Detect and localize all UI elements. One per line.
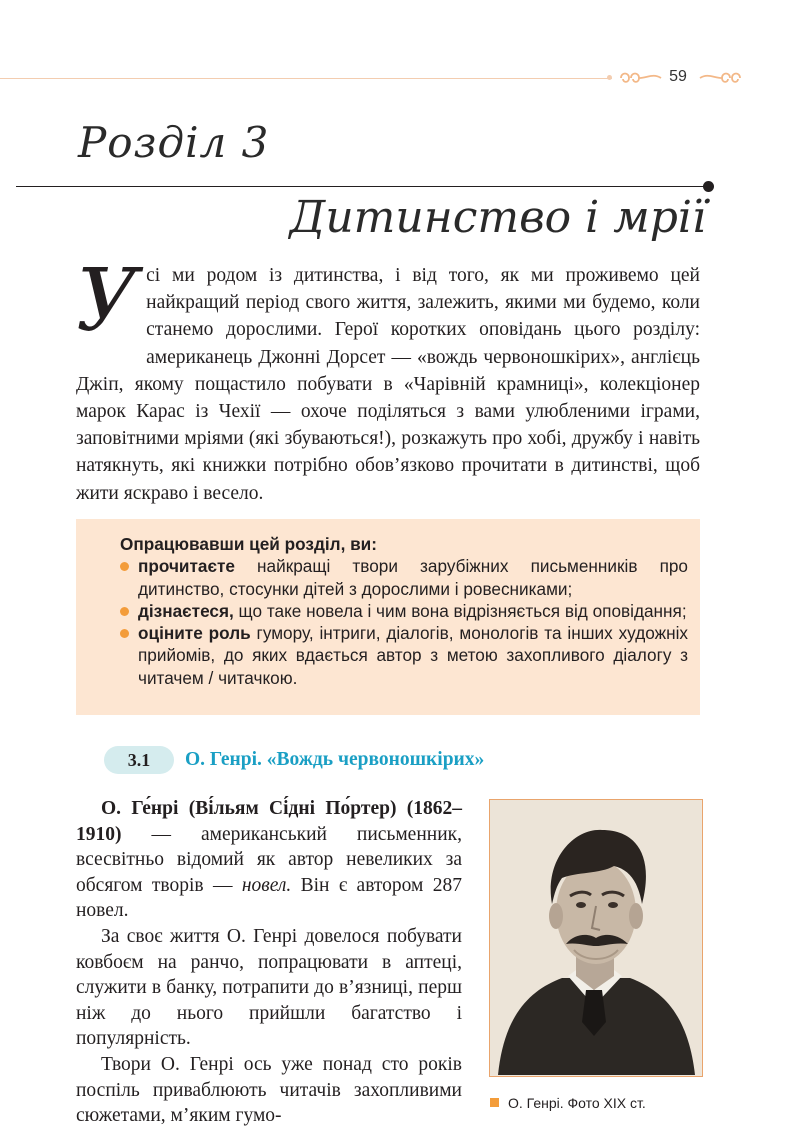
photo-caption bbox=[490, 1095, 646, 1111]
header-rule-dot bbox=[607, 75, 612, 80]
drop-cap: У bbox=[76, 251, 139, 351]
goals-item-text: що таке новела і чим вона відрізняється від оповідання; bbox=[233, 600, 687, 621]
bio-italic-term: новел. bbox=[241, 874, 292, 896]
left-ornament-icon bbox=[617, 69, 663, 87]
header-rule bbox=[0, 78, 612, 79]
chapter-rule bbox=[16, 186, 708, 187]
goals-item-bold: оціните роль bbox=[138, 623, 251, 644]
chapter-rule-dot bbox=[703, 181, 714, 192]
goals-item-bold: дізнаєтеся, bbox=[138, 600, 234, 621]
author-portrait-photo bbox=[489, 799, 703, 1077]
bio-text: — американський письменник, всесвітньо відомий як автор невеликих за обсягом творів — bbox=[76, 823, 462, 896]
bio-paragraph bbox=[76, 796, 462, 924]
caption-bullet-icon bbox=[490, 1098, 499, 1107]
author-name: О. Ге́нрі (Ві́льям Сі́дні По́ртер) (1862–1910) bbox=[76, 798, 462, 845]
goals-item-text: найкращі твори зарубіжних письменників про дитинство, стосунки дітей з дорослими і ровесниками; bbox=[138, 556, 688, 599]
goals-item bbox=[120, 622, 688, 689]
chapter-goals-box bbox=[76, 519, 700, 715]
goals-item-text: гумору, інтриги, діалогів, монологів та інших художніх прийомів, до яких вдається автор з метою захопливого діалогу з читачем / читачкою. bbox=[138, 623, 688, 688]
portrait-illustration bbox=[490, 800, 701, 1075]
chapter-label: Розділ 3 bbox=[78, 118, 270, 167]
page-number: 59 bbox=[669, 68, 687, 85]
section-title: О. Генрі. «Вождь червоношкірих» bbox=[185, 749, 485, 770]
chapter-title: Дитинство і мрії bbox=[289, 192, 706, 243]
bio-text-end: Він є автором 287 новел. bbox=[76, 874, 462, 922]
intro-text: сі ми родом із дитинства, і від того, як ми проживемо цей найкращий період свого життя, залежить, якими ми будемо, коли станемо дорослими. Герої коротких оповідань цього розділу: американець Джонні Дорсет — «вождь червоношкірих», англієць Джіп, якому пощастило побувати в «Чарівній крамниці», колекціонер марок Карас із Чехії — охоче поділяться з вами улюбленими іграми, заповітними мріями (які збуваються!), розкажуть про хобі, дружбу і навіть натякнуть, які книжки потрібно обов’язково прочитати в дитинстві, щоб жити яскраво і весело. bbox=[76, 265, 700, 504]
goals-list bbox=[120, 555, 688, 689]
author-bio bbox=[76, 796, 462, 1129]
goals-item-bold: прочитаєте bbox=[138, 556, 235, 577]
bio-paragraph: Твори О. Генрі ось уже понад сто років поспіль приваблюють читачів захопливими сюжетами, м’яким гумо- bbox=[76, 1053, 462, 1127]
right-ornament-icon bbox=[698, 69, 744, 87]
caption-text: О. Генрі. Фото XIX ст. bbox=[508, 1095, 646, 1111]
goals-item bbox=[120, 555, 688, 600]
section-number-badge: 3.1 bbox=[104, 746, 174, 774]
goals-item bbox=[120, 600, 688, 622]
bio-paragraph: За своє життя О. Генрі довелося побувати ковбоєм на ранчо, попрацювати в аптеці, служити в банку, потрапити до в’язниці, перш ніж до нього прийшли багатство і популярність. bbox=[76, 925, 462, 1050]
goals-heading: Опрацювавши цей розділ, ви: bbox=[120, 534, 377, 554]
intro-paragraph bbox=[76, 251, 700, 507]
